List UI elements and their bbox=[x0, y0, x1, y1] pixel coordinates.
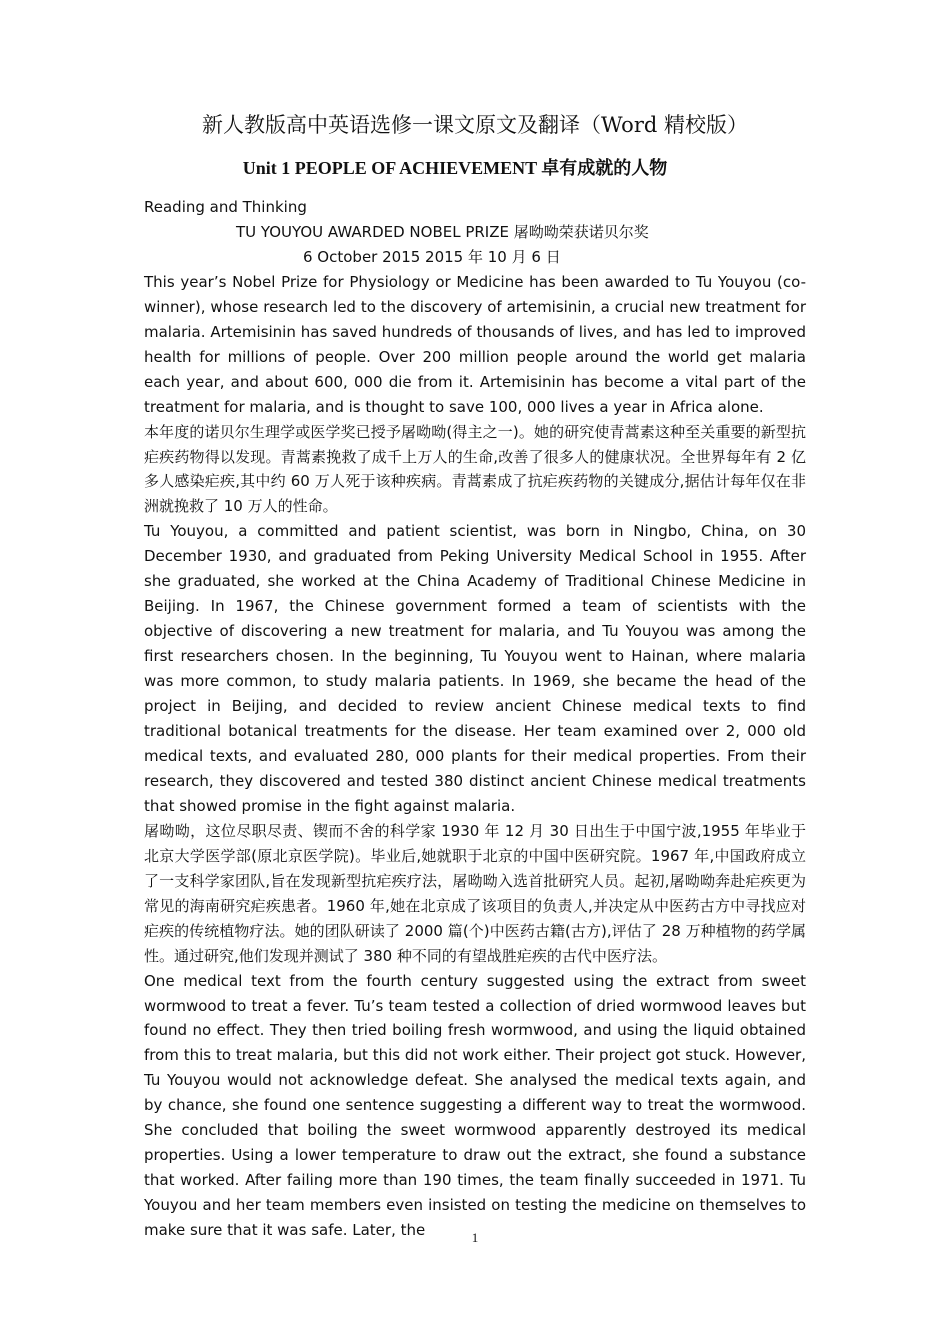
page-number: 1 bbox=[471, 1230, 479, 1245]
document-title: 新人教版高中英语选修一课文原文及翻译（Word 精校版） bbox=[202, 113, 748, 137]
paragraph-cn-2: 屠呦呦，这位尽职尽责、锲而不舍的科学家 1930 年 12 月 30 日出生于中国宁波,1955 年毕业于北京大学医学部(原北京医学院)。毕业后,她就职于北京的中国中医研究院。1967 年,中国政府成立了一支科学家团队,旨在发现新型抗疟疾疗法，屠呦呦入选首批研究人员。起初,屠呦呦奔赴疟疾更为常见的海南研究疟疾患者。1960 年,她在北京成了该项目的负责人,并决定从中医药古方中寻找应对疟疾的传统植物疗法。她的团队研读了 2000 篇(个)中医药古籍(古方),评估了 28 万种植物的药学属性。通过研究,他们发现并测试了 380 种不同的有望战胜疟疾的古代中医疗法。 bbox=[144, 821, 806, 965]
paragraph-en-1: This year’s Nobel Prize for Physiology or Medicine has been awarded to Tu Youyou (co-winner), whose research led to the discovery of artemisinin, a crucial new treatment for malaria. Artemisinin has saved hundreds of thousands of lives, and has led to improved health for millions of people. Over 200 million people around the world get malaria each year, and about 600, 000 die from it. Artemisinin has become a vital part of the treatment for malaria, and is thought to save 100, 000 lives a year in Africa alone. bbox=[144, 272, 806, 416]
paragraph-cn-1: 本年度的诺贝尔生理学或医学奖已授予屠呦呦(得主之一)。她的研究使青蒿素这种至关重要的新型抗疟疾药物得以发现。青蒿素挽救了成千上万人的生命,改善了很多人的健康状况。全世界每年有 2 亿多人感染疟疾,其中约 60 万人死于该种疾病。青蒿素成了抗疟疾药物的关键成分,据估计每年仅在非洲就挽救了 10 万人的性命。 bbox=[144, 422, 806, 516]
article-date: 6 October 2015 2015 年 10 月 6 日 bbox=[303, 247, 561, 266]
paragraph-en-3: One medical text from the fourth century suggested using the extract from sweet wormwood to treat a fever. Tu’s team tested a collection of dried wormwood leaves but found no effect. They then tried boiling fresh wormwood, and using the liquid obtained from this to treat malaria, but this did not work either. Their project got stuck. However, Tu Youyou would not acknowledge defeat. She analysed the medical texts again, and by chance, she found one sentence suggesting a different way to treat the wormwood. She concluded that boiling the sweet wormwood apparently destroyed its medical properties. Using a lower temperature to draw out the extract, she found a substance that worked. After failing more than 190 times, the team finally succeeded in 1971. Tu Youyou and her team members even insisted on testing the medicine on themselves to make sure that it was safe. Later, the bbox=[144, 971, 806, 1240]
section-label: Reading and Thinking bbox=[144, 198, 307, 216]
unit-title: Unit 1 PEOPLE OF ACHIEVEMENT 卓有成就的人物 bbox=[242, 158, 668, 178]
article-headline: TU YOUYOU AWARDED NOBEL PRIZE 屠呦呦荣获诺贝尔奖 bbox=[236, 222, 649, 241]
paragraph-en-2: Tu Youyou, a committed and patient scientist, was born in Ningbo, China, on 30 December 1930, and graduated from Peking University Medical School in 1955. After she graduated, she worked at the China Academy of Traditional Chinese Medicine in Beijing. In 1967, the Chinese government formed a team of scientists with the objective of discovering a new treatment for malaria, and Tu Youyou was among the first researchers chosen. In the beginning, Tu Youyou went to Hainan, where malaria was more common, to study malaria patients. In 1969, she became the head of the project in Beijing, and decided to review ancient Chinese medical texts to find traditional botanical treatments for the disease. Her team examined over 2, 000 old medical texts, and evaluated 280, 000 plants for their medical properties. From their research, they discovered and tested 380 distinct ancient Chinese medical treatments that showed promise in the fight against malaria. bbox=[144, 522, 806, 815]
document-body bbox=[144, 195, 806, 1243]
